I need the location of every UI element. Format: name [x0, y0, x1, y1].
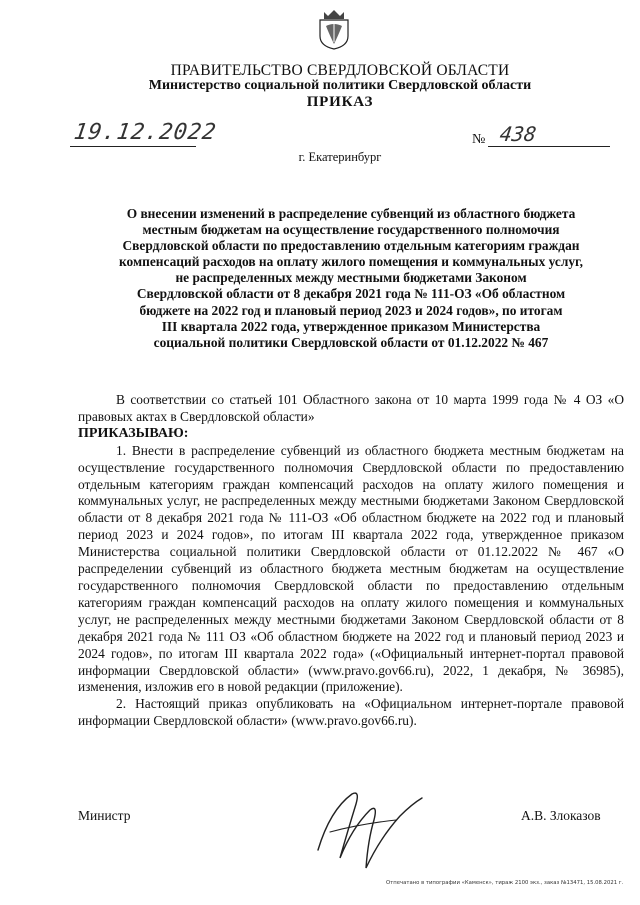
ministry-name: Министерство социальной политики Свердловской области: [148, 78, 532, 93]
title-line: компенсаций расходов на оплату жилого помещения и коммунальных услуг,: [119, 254, 583, 270]
number-underline: [488, 146, 610, 147]
order-number: 438: [498, 122, 538, 146]
title-line: бюджете на 2022 год и плановый период 2023 и 2024 годов», по итогам: [139, 302, 563, 318]
title-line: социальной политики Свердловской области от 01.12.2022 № 467: [153, 334, 549, 350]
order-word: ПРИКАЗЫВАЮ:: [78, 425, 189, 441]
number-sign: №: [472, 132, 486, 147]
printing-footer: Отпечатано в типографии «Каменск», тираж 2100 экз., заказ №13471, 15.08.2021 г.: [386, 880, 624, 886]
document-body: [78, 392, 624, 730]
item-2: 2. Настоящий приказ опубликовать на «Официальном интернет-портале правовой информации Свердловской области» (www.pravo.gov66.ru).: [78, 696, 624, 729]
preamble: В соответствии со статьей 101 Областного закона от 10 марта 1999 года № 4 ОЗ «О правовых актах в Свердловской области»: [78, 392, 624, 424]
title-line: Свердловской области от 8 декабря 2021 года № 111-ОЗ «Об областном: [136, 286, 566, 302]
document-type: ПРИКАЗ: [306, 94, 374, 110]
document-title: [78, 206, 624, 351]
title-line: III квартала 2022 года, утвержденное приказом Министерства: [161, 318, 541, 334]
order-date: 19.12.2022: [72, 120, 219, 145]
signatory-name: А.В. Злоказов: [521, 808, 601, 823]
title-line: О внесении изменений в распределение субвенций из областного бюджета: [126, 206, 576, 221]
title-line: не распределенных между местными бюджетами Законом: [175, 270, 527, 286]
signatory-title: Министр: [78, 808, 131, 823]
item-1: 1. Внести в распределение субвенций из областного бюджета местным бюджетам на осуществление государственного полномочия Свердловской области по предоставлению отдельным категориям граждан компенсаций расходов на оплату жилого помещения и коммунальных услуг, не распределенных между местными бюджетами Законом Свердловской области от 8 декабря 2021 года № 111-ОЗ «Об областном бюджете на 2022 год и плановый период 2023 и 2024 годов», по итогам III квартала 2022 года, утвержденное приказом Министерства социальной политики Свердловской области от 01.12.2022 № 467 «О распределении субвенций из областного бюджета местным бюджетам на осуществление государственного полномочия Свердловской области по предоставлению отдельным категориям граждан компенсаций расходов на оплату жилого помещения и коммунальных услуг, не распределенных между местными бюджетами Законом Свердловской области от 8 декабря 2021 года № 111 ОЗ «Об областном бюджете на 2022 год и плановый период 2023 и 2024 годов», по итогам III квартала 2022 года» («Официальный интернет-портал правовой информации Свердловской области» (www.pravo.gov66.ru), 2022, 1 декабря, № 36985), изменения, изложив его в новой редакции (приложение).: [78, 442, 624, 695]
title-line: Свердловской области по предоставлению отдельным категориям граждан: [122, 238, 580, 254]
government-name: ПРАВИТЕЛЬСТВО СВЕРДЛОВСКОЙ ОБЛАСТИ: [170, 62, 510, 79]
coat-of-arms-icon: [316, 6, 352, 50]
city: г. Екатеринбург: [298, 150, 382, 164]
title-line: местным бюджетам на осуществление государственного полномочия: [142, 222, 560, 238]
handwritten-signature: [300, 780, 430, 876]
date-underline: [70, 146, 196, 147]
